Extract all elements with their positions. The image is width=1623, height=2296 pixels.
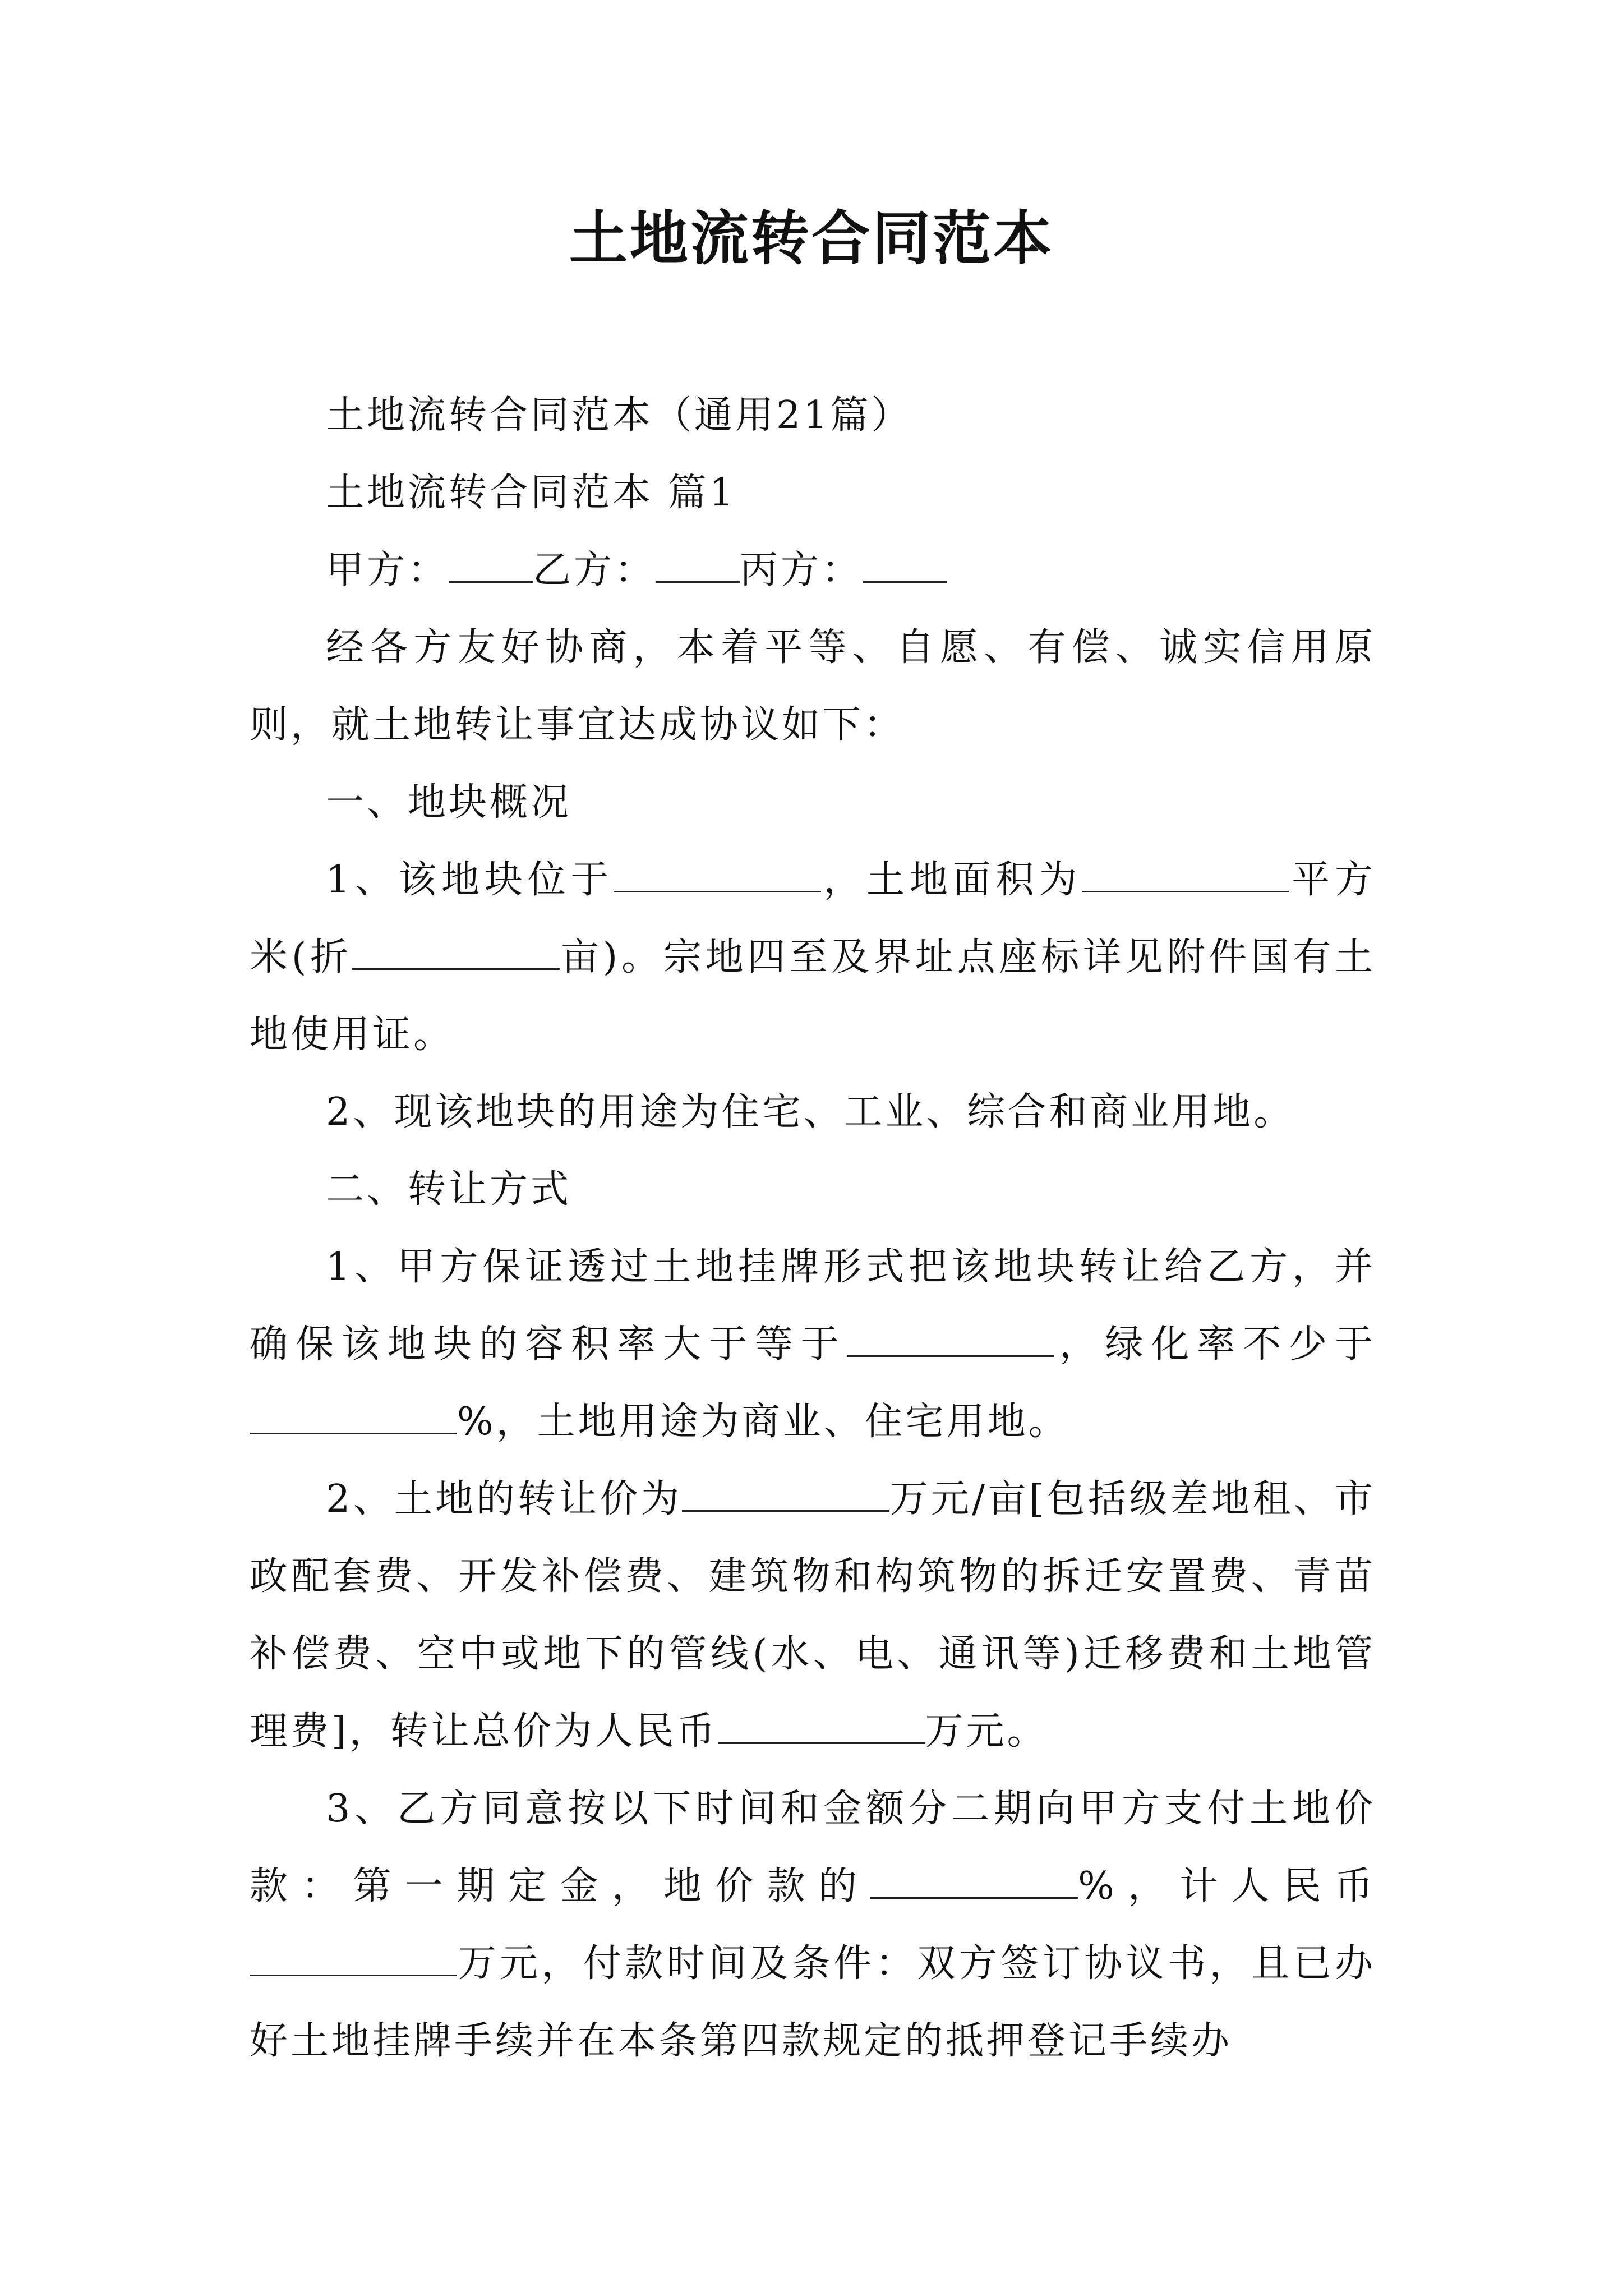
mu-blank xyxy=(352,932,560,970)
text-fragment: 1、甲方保证透过土地挂牌形式把该地块转让给乙方，并确保该地块的容积率大于等于 xyxy=(250,1245,1376,1366)
paragraph-section-heading: 土地流转合同范本 篇1 xyxy=(326,471,736,515)
party-c-label: 丙方： xyxy=(740,548,863,592)
paragraph-parties xyxy=(250,532,1376,609)
location-blank xyxy=(614,854,821,892)
paragraph-payment-schedule xyxy=(250,1770,1376,2080)
document-body xyxy=(250,377,1376,2080)
party-a-label: 甲方： xyxy=(326,548,449,592)
text-fragment: ，土地面积为 xyxy=(821,858,1082,902)
text-fragment: 2、土地的转让价为 xyxy=(326,1477,683,1521)
paragraph-preamble: 经各方友好协商，本着平等、自愿、有偿、诚实信用原则，就土地转让事宜达成协议如下： xyxy=(250,625,1376,747)
heading-transfer-method: 二、转让方式 xyxy=(326,1167,572,1212)
text-fragment: 万元。 xyxy=(925,1709,1048,1754)
paragraph-plot-usage: 2、现该地块的用途为住宅、工业、综合和商业用地。 xyxy=(326,1090,1295,1134)
document-title: 土地流转合同范本 xyxy=(569,204,1054,273)
area-blank xyxy=(1082,854,1289,892)
text-fragment: 亩)。宗地四至及界址点座标详见附件国有土地使用证。 xyxy=(250,935,1376,1057)
green-ratio-blank xyxy=(250,1396,457,1434)
paragraph-transfer-price xyxy=(250,1461,1376,1770)
text-fragment: 3、乙方同意按以下时间和金额分二期向甲方支付土地价款：第一期定金，地价款的 xyxy=(250,1787,1376,1908)
text-fragment: 平方米(折 xyxy=(250,858,1376,979)
paragraph-transfer-guarantee xyxy=(250,1228,1376,1461)
text-fragment: ，绿化率不少于 xyxy=(1054,1322,1376,1366)
deposit-amount-blank xyxy=(250,1938,457,1976)
text-fragment: 万元/亩[包括级差地租、市政配套费、开发补偿费、建筑物和构筑物的拆迁安置费、青苗补偿费、空中或地下的管线(水、电、通讯等)迁移费和土地管理费]，转让总价为人民币 xyxy=(250,1477,1376,1754)
total-price-blank xyxy=(718,1706,925,1744)
party-b-label: 乙方： xyxy=(533,548,656,592)
party-b-blank xyxy=(656,545,740,583)
party-c-blank xyxy=(863,545,947,583)
paragraph-plot-location xyxy=(250,841,1376,1074)
unit-price-blank xyxy=(682,1474,889,1512)
text-fragment: %，土地用途为商业、住宅用地。 xyxy=(457,1400,1069,1444)
text-fragment: 1、该地块位于 xyxy=(326,858,614,902)
plot-ratio-blank xyxy=(847,1319,1054,1357)
text-fragment: 万元，付款时间及条件：双方签订协议书，且已办好土地挂牌手续并在本条第四款规定的抵押登记手续办 xyxy=(250,1941,1376,2063)
deposit-percent-blank xyxy=(870,1861,1078,1899)
heading-plot-overview: 一、地块概况 xyxy=(326,780,572,825)
paragraph-collection-title: 土地流转合同范本（通用21篇） xyxy=(326,393,912,438)
text-fragment: %，计人民币 xyxy=(1078,1864,1376,1908)
party-a-blank xyxy=(449,545,533,583)
